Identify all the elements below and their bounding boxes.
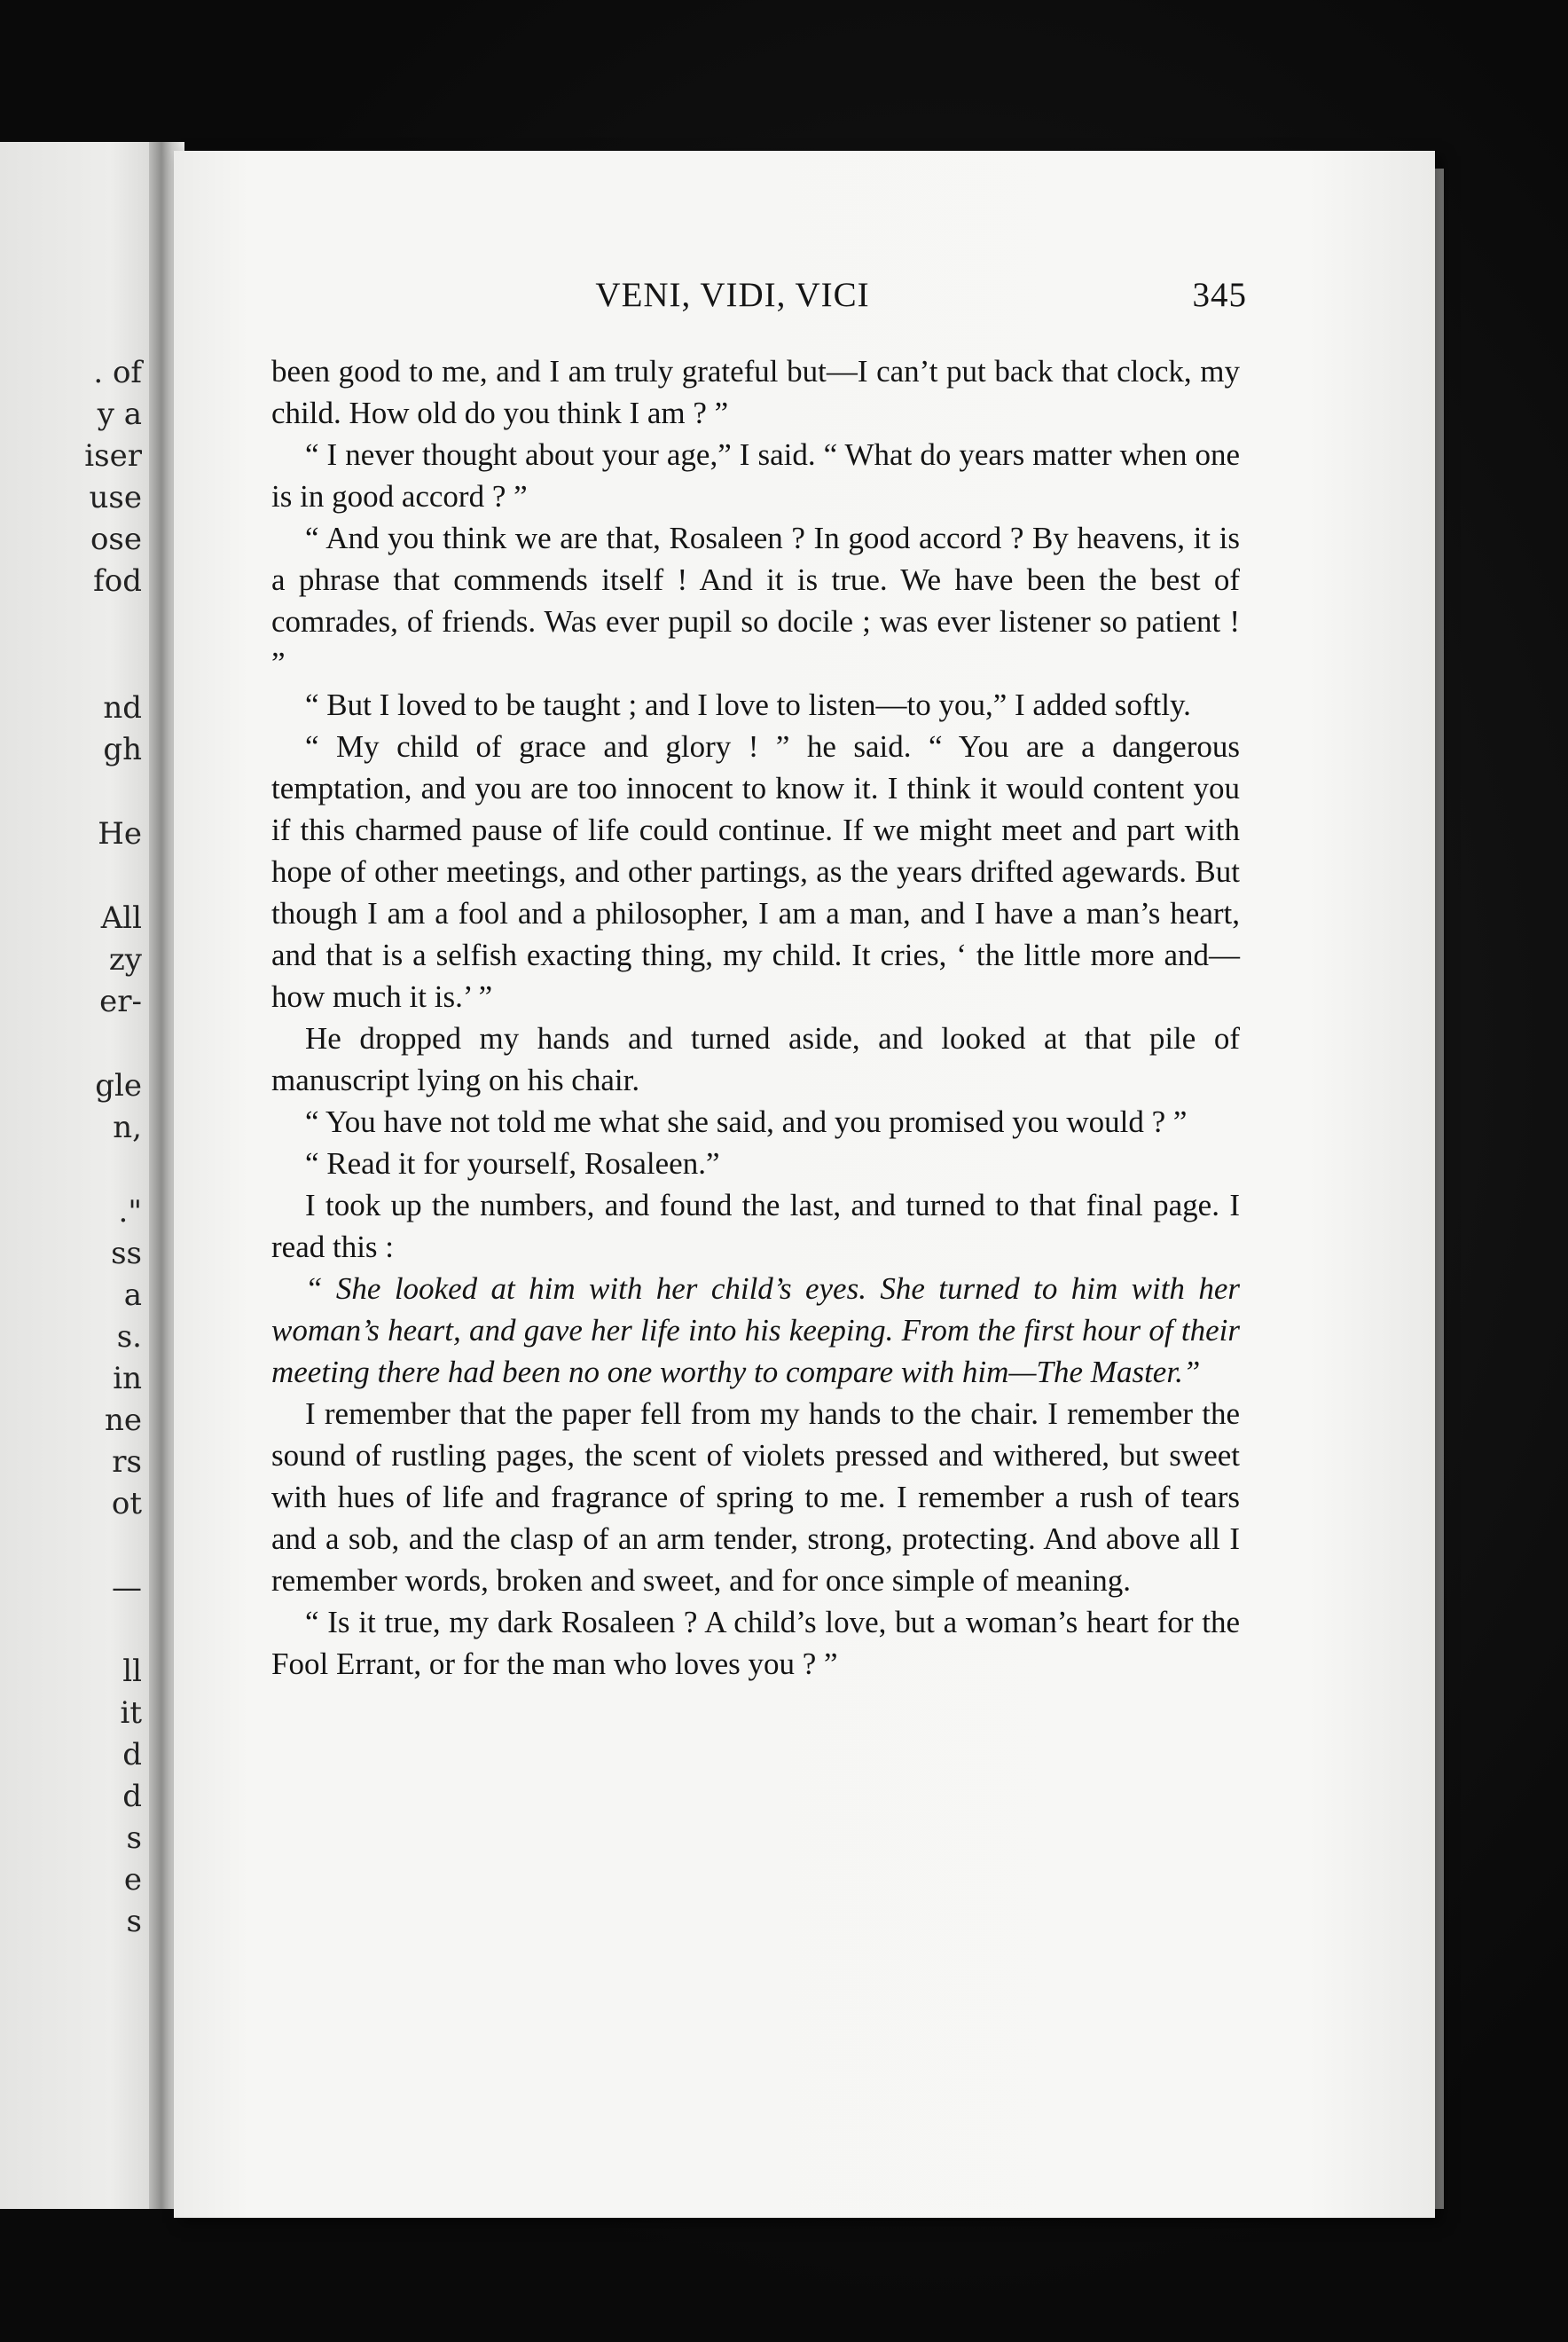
left-fragment: y a [97, 397, 142, 432]
paragraph: “ My child of grace and glory ! ” he said. “ You are a dangerous temptation, and you are too innocent to know it. I think it would content you if this charmed pause of life could continue. If we might meet and part with hope of other meetings, and other partings, as the years drifted agewards. But though I am a fool and a philosopher, I am a man, and I have a man’s heart, and that is a selfish exacting thing, my child. It cries, ‘ the little more and—how much it is.’ ” [271, 729, 1240, 1014]
book-page [174, 151, 1435, 2218]
paragraph: He dropped my hands and turned aside, and looked at that pile of manuscript lying on his chair. [271, 1021, 1240, 1097]
left-fragment: All [100, 900, 142, 936]
paragraph: I remember that the paper fell from my hands to the chair. I remember the sound of rustling pages, the scent of violets pressed and withered, but sweet with hues of life and fragrance of spring to me. I remember a rush of tears and a sob, and the clasp of an arm tender, strong, protecting. And above all I remember words, broken and sweet, and for once simple of meaning. [271, 1396, 1240, 1598]
left-fragment: s [126, 1820, 142, 1856]
quoted-passage: “ She looked at him with her child’s eyes. She turned to him with her woman’s heart, and gave her life into his keeping. From the first hour of their meeting there had been no one worthy to compare with him—The Master.” [271, 1271, 1240, 1389]
left-fragment: e [123, 1862, 142, 1898]
left-fragment: gh [103, 732, 142, 767]
page-header [360, 275, 1247, 328]
left-fragment: . of [93, 355, 142, 390]
left-fragment: fod [93, 563, 142, 599]
paragraph: “ But I loved to be taught ; and I love to listen—to you,” I added softly. [305, 688, 1191, 722]
left-fragment: ll [122, 1654, 142, 1689]
left-fragment: gle [95, 1068, 142, 1104]
left-fragment: zy [108, 942, 142, 978]
left-fragment: ne [104, 1403, 142, 1438]
previous-page [0, 142, 158, 2209]
left-fragment: s. [116, 1319, 142, 1355]
left-fragment: a [123, 1277, 142, 1313]
page-number: 345 [1192, 276, 1247, 314]
left-fragment: in [113, 1361, 142, 1396]
left-fragment: d [122, 1737, 142, 1772]
paragraph: “ Read it for yourself, Rosaleen.” [305, 1146, 720, 1181]
left-fragment: nd [103, 690, 142, 726]
left-fragment: He [98, 816, 142, 852]
paragraph: I took up the numbers, and found the last, and turned to that final page. I read this : [271, 1188, 1240, 1264]
left-fragment: — [112, 1570, 142, 1606]
running-title: VENI, VIDI, VICI [595, 276, 870, 314]
left-fragment: n, [113, 1110, 142, 1145]
left-fragment: ." [118, 1194, 142, 1230]
left-fragment: s [126, 1904, 142, 1939]
paragraph: been good to me, and I am truly grateful but—I can’t put back that clock, my child. How old do you think I am ? ” [271, 354, 1240, 430]
paragraph: “ You have not told me what she said, and you promised you would ? ” [305, 1104, 1188, 1139]
left-fragment: use [89, 480, 142, 515]
left-fragment: er- [99, 984, 142, 1019]
paragraph: “ And you think we are that, Rosaleen ? In good accord ? By heavens, it is a phrase that commends itself ! And it is true. We have been the best of comrades, of friends. Was ever pupil so docile ; was ever listener so patient ! ” [271, 521, 1240, 680]
left-fragment: ss [111, 1236, 142, 1271]
left-fragment: it [120, 1695, 142, 1731]
previous-page-text-fragments [0, 142, 158, 2209]
left-fragment: ot [111, 1486, 142, 1521]
left-fragment: iser [84, 438, 142, 474]
left-fragment: rs [112, 1444, 142, 1480]
paragraph: “ Is it true, my dark Rosaleen ? A child’s love, but a woman’s heart for the Fool Errant, or for the man who loves you ? ” [271, 1605, 1240, 1681]
left-fragment: d [122, 1779, 142, 1814]
left-fragment: ose [90, 522, 142, 557]
paragraph: “ I never thought about your age,” I said. “ What do years matter when one is in good accord ? ” [271, 437, 1240, 514]
page-body [271, 350, 1240, 1685]
